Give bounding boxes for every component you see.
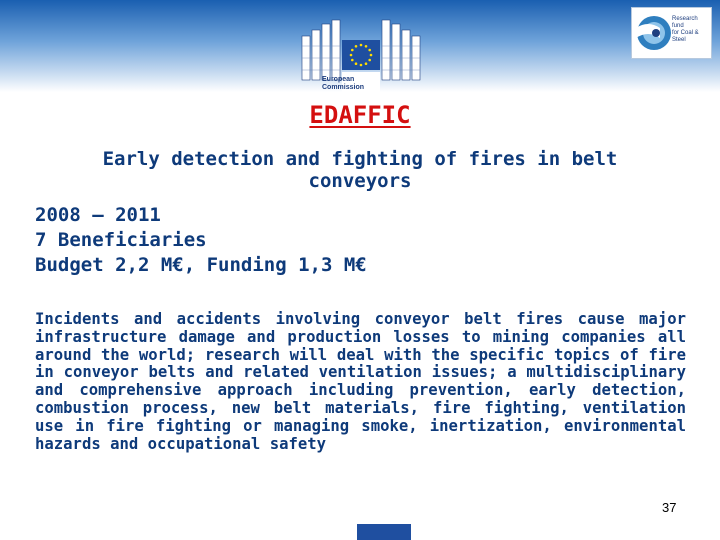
slide-title bbox=[0, 100, 720, 130]
rfcs-text-line-2: for Coal & Steel bbox=[672, 30, 699, 43]
ec-text-line-2: Commission bbox=[322, 84, 365, 91]
rfcs-text-line-1: Research fund bbox=[672, 16, 698, 29]
project-beneficiaries: 7 Beneficiaries bbox=[35, 229, 207, 251]
project-budget: Budget 2,2 M€, Funding 1,3 M€ bbox=[35, 254, 367, 276]
rfcs-logo-text bbox=[672, 16, 708, 44]
rfcs-emblem-icon bbox=[632, 8, 672, 56]
project-period: 2008 – 2011 bbox=[35, 204, 161, 226]
slide-subtitle: Early detection and fighting of fires in belt conveyors bbox=[102, 148, 618, 192]
page-number: 37 bbox=[662, 500, 677, 515]
title-text: EDAFFIC bbox=[309, 101, 411, 129]
european-commission-text bbox=[322, 76, 382, 92]
project-info bbox=[35, 203, 367, 278]
footer-tab bbox=[357, 524, 411, 540]
ec-text-line-1: European bbox=[322, 76, 355, 83]
project-description: Incidents and accidents involving conveyor belt fires cause major infrastructure damage and production losses to mining companies all around the world; research will deal with the specific topics of fire in conveyor belts and related ventilation issues; a multidisciplinary and comprehensive approach including prevention, early detection, combustion process, new belt materials, fire fighting, ventilation use in fire fighting or managing smoke, inertization, environmental hazards and occupational safety bbox=[35, 310, 686, 453]
